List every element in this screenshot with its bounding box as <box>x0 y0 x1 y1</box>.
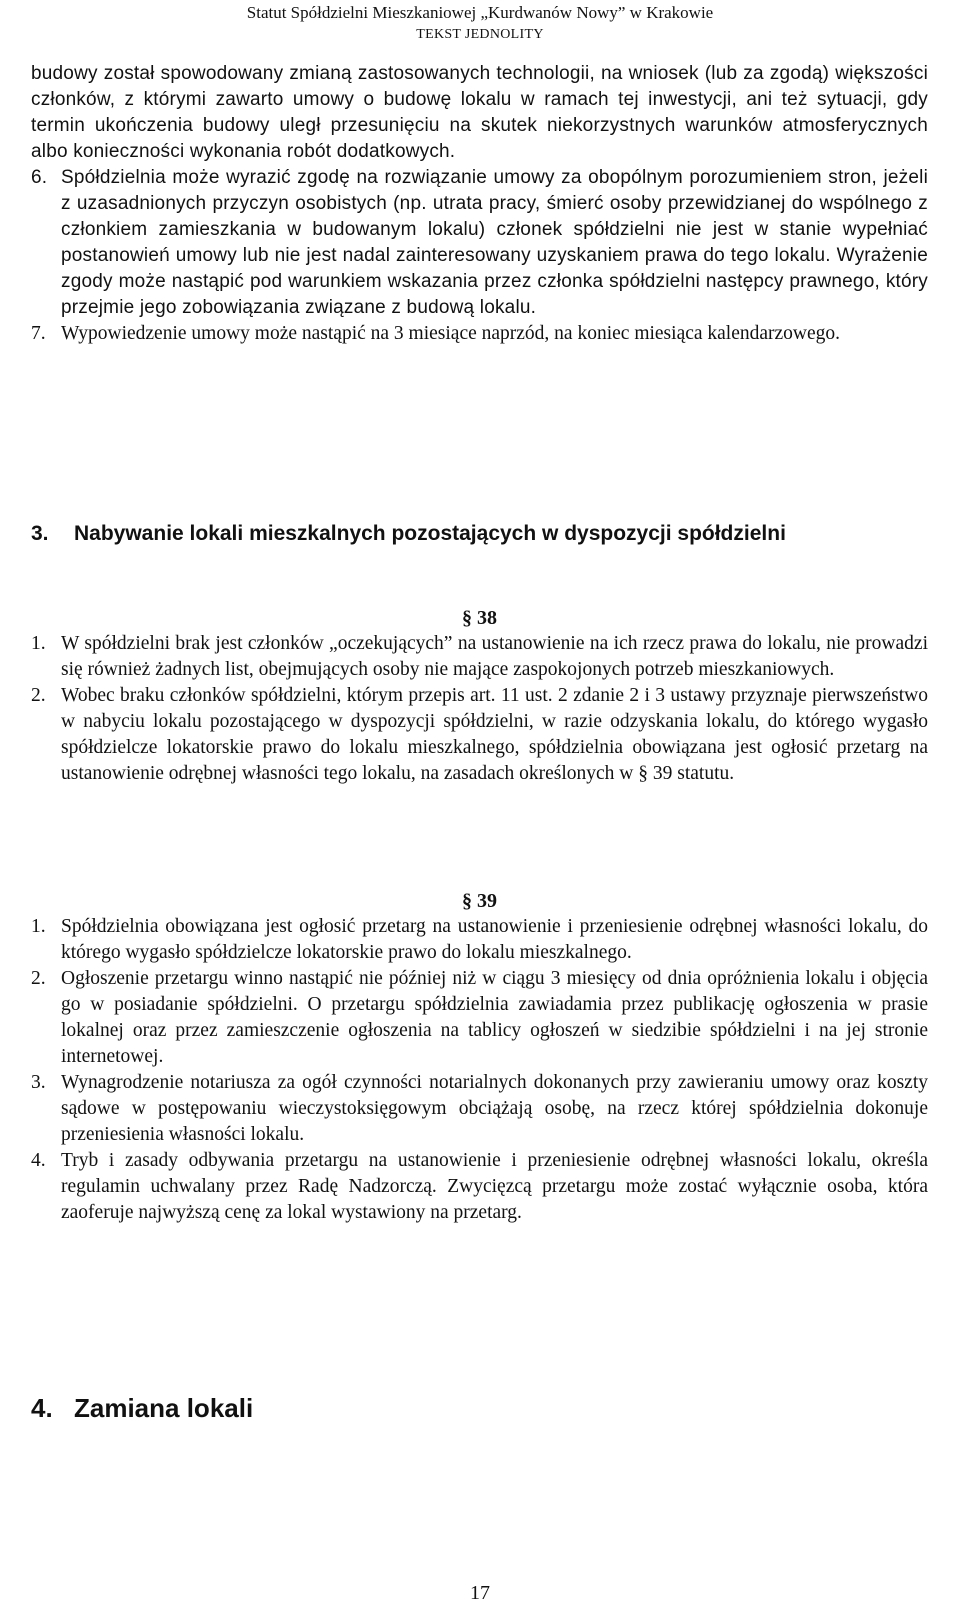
section-title: Zamiana lokali <box>74 1393 254 1423</box>
paragraph-mark: § 38 <box>462 607 497 629</box>
list-item-6 <box>31 165 928 321</box>
section-title: Nabywanie lokali mieszkalnych pozostających w dyspozycji spółdzielni <box>74 522 786 545</box>
paragraph-38 <box>31 605 928 787</box>
list-item-7 <box>31 321 928 347</box>
list-item-text: Wypowiedzenie umowy może nastąpić na 3 miesiące naprzód, na koniec miesiąca kalendarzowego. <box>61 323 841 344</box>
list-item-number: 4. <box>31 1150 46 1171</box>
section-heading-4 <box>31 1392 928 1424</box>
intro-block <box>31 61 928 347</box>
list-item-number: 6. <box>31 167 48 188</box>
list-item-text: W spółdzielni brak jest członków „oczekujących” na ustanowienie na ich rzecz prawa do lokalu, nie prowadzi się również żadnych list, obejmujących osoby nie mające zaspokojonych potrzeb mieszkaniowych. <box>61 633 928 680</box>
section-number: 4. <box>31 1393 53 1423</box>
list-item-2 <box>31 966 928 1070</box>
continuation-paragraph: budowy został spowodowany zmianą zastosowanych technologii, na wniosek (lub za zgodą) większości członków, z którymi zawarto umowy o budowę lokalu w ramach tej inwestycji, ani też sytuacji, gdy termin ukończenia budowy uległ przesunięciu na skutek niekorzystnych warunków atmosferycznych albo konieczności wykonania robót dodatkowych. <box>31 63 928 162</box>
list-item-1 <box>31 914 928 966</box>
list-item-number: 3. <box>31 1072 46 1093</box>
list-item-text: Wynagrodzenie notariusza za ogół czynności notarialnych dokonanych przy zawieraniu umowy oraz koszty sądowe w postępowaniu wieczystoksięgowym obciążają osobę, na rzecz której spółdzielnia dokonuje przeniesienia własności lokalu. <box>61 1072 928 1145</box>
document-header <box>0 2 960 46</box>
list-item-4 <box>31 1148 928 1226</box>
list-item-number: 2. <box>31 968 46 989</box>
list-item-1 <box>31 631 928 683</box>
list-item-number: 2. <box>31 685 46 706</box>
header-subtitle: TEKST JEDNOLITY <box>416 27 544 42</box>
list-item-text: Spółdzielnia może wyrazić zgodę na rozwiązanie umowy za obopólnym porozumieniem stron, jeżeli z uzasadnionych przyczyn osobistych (np. utrata pracy, śmierć osoby przewidzianej do wspólnego z członkiem zamieszkania w budowanym lokalu) członek spółdzielni nie jest w stanie wypełniać postanowień umowy lub nie jest nadal zainteresowany uzyskaniem prawa do tego lokalu. Wyrażenie zgody może nastąpić pod warunkiem wskazania przez członka spółdzielni następcy prawnego, który przejmie jego zobowiązania związane z budową lokalu. <box>61 167 928 318</box>
paragraph-mark: § 39 <box>462 890 497 912</box>
list-item-number: 7. <box>31 323 46 344</box>
page-number: 17 <box>470 1582 490 1604</box>
list-item-3 <box>31 1070 928 1148</box>
list-item-number: 1. <box>31 916 46 937</box>
list-item-2 <box>31 683 928 787</box>
list-item-text: Tryb i zasady odbywania przetargu na ustanowienie i przeniesienie odrębnej własności lokalu, określa regulamin uchwalany przez Radę Nadzorczą. Zwycięzcą przetargu może zostać wyłącznie osoba, która zaoferuje najwyższą cenę za lokal wystawiony na przetarg. <box>61 1150 928 1223</box>
list-item-text: Wobec braku członków spółdzielni, którym przepis art. 11 ust. 2 zdanie 2 i 3 ustawy przyznaje pierwszeństwo w nabyciu lokalu pozostającego w dyspozycji spółdzielni, w razie odzyskania lokalu, do którego wygasło spółdzielcze lokatorskie prawo do lokalu mieszkalnego, spółdzielnia obowiązana jest ogłosić przetarg na ustanowienie odrębnej własności tego lokalu, na zasadach określonych w § 39 statutu. <box>61 685 928 784</box>
paragraph-39 <box>31 888 928 1226</box>
list-item-text: Ogłoszenie przetargu winno nastąpić nie później niż w ciągu 3 miesięcy od dnia opróżnienia lokalu i objęcia go w posiadanie spółdzielni. O przetargu spółdzielnia zawiadamia przez publikację ogłoszenia w prasie lokalnej oraz przez zamieszczenie ogłoszenia na tablicy ogłoszeń w siedzibie spółdzielni i na jej stronie internetowej. <box>61 968 928 1067</box>
header-title: Statut Spółdzielni Mieszkaniowej „Kurdwanów Nowy” w Krakowie <box>246 3 714 22</box>
list-item-text: Spółdzielnia obowiązana jest ogłosić przetarg na ustanowienie i przeniesienie odrębnej własności lokalu, do którego wygasło spółdzielcze lokatorskie prawo do lokalu mieszkalnego. <box>61 916 928 963</box>
section-number: 3. <box>31 522 49 545</box>
list-item-number: 1. <box>31 633 46 654</box>
section-heading-3 <box>31 520 928 548</box>
